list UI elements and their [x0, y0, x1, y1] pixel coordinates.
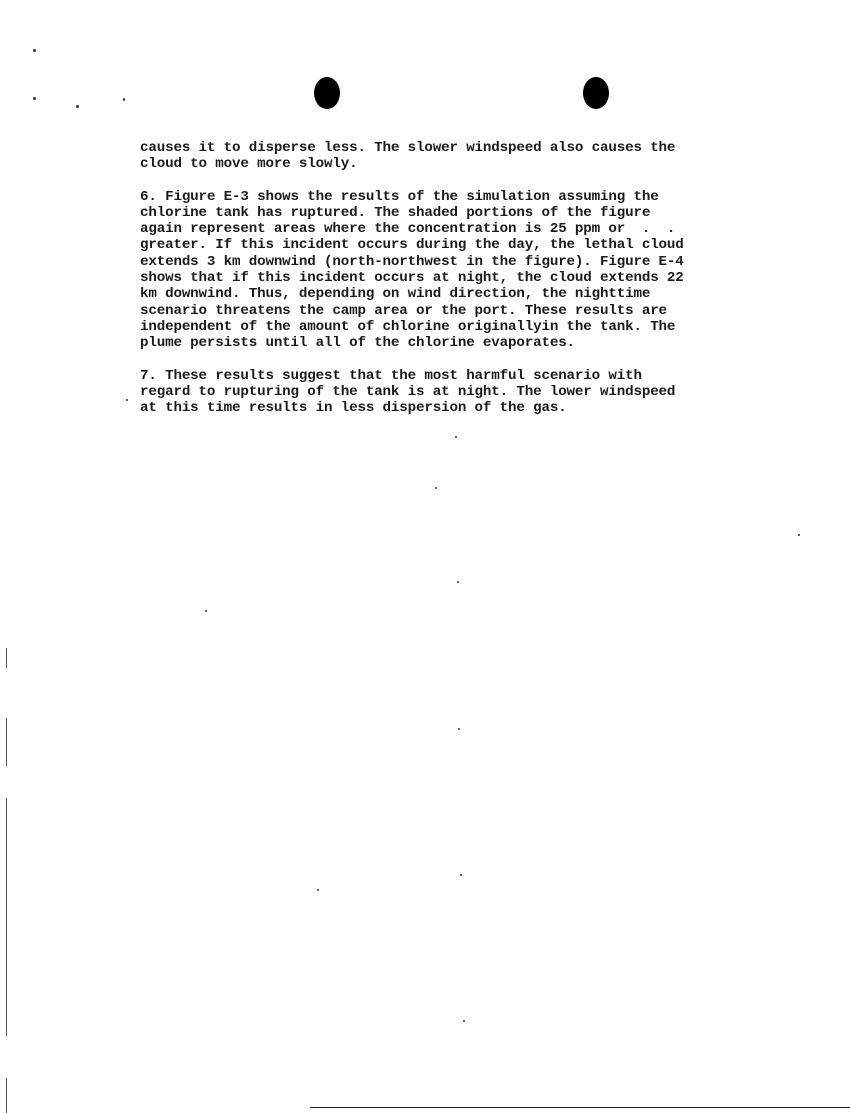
text-line: extends 3 km downwind (north-northwest in the figure). Figure E-4	[140, 253, 684, 270]
scan-speck	[126, 399, 128, 401]
bottom-edge-rule	[310, 1107, 850, 1108]
scan-edge-mark	[6, 1078, 7, 1113]
text-line: shows that if this incident occurs at night, the cloud extends 22	[140, 270, 684, 287]
text-line: again represent areas where the concentration is 25 ppm or . .	[140, 221, 676, 238]
paragraph-item-7	[140, 368, 800, 417]
scan-speck	[76, 105, 79, 108]
text-line: at this time results in less dispersion of the gas.	[140, 400, 567, 417]
text-line: 6. Figure E-3 shows the results of the simulation assuming the	[140, 188, 659, 205]
scan-speck	[457, 581, 459, 583]
scan-edge-mark	[6, 648, 7, 668]
punch-hole-left	[314, 77, 340, 109]
text-line: independent of the amount of chlorine originallyin the tank. The	[140, 318, 676, 335]
text-line: regard to rupturing of the tank is at night. The lower windspeed	[140, 383, 676, 400]
text-line: km downwind. Thus, depending on wind direction, the nighttime	[140, 286, 651, 303]
scan-speck	[458, 728, 460, 730]
scan-speck	[123, 98, 125, 101]
scan-speck	[205, 610, 207, 612]
text-line: chlorine tank has ruptured. The shaded portions of the figure	[140, 204, 651, 221]
text-line: 7. These results suggest that the most harmful scenario with	[140, 367, 642, 384]
scan-speck	[33, 97, 36, 100]
scan-speck	[460, 874, 462, 876]
scan-speck	[798, 534, 800, 536]
body-text	[140, 140, 800, 432]
paragraph-continuation	[140, 140, 800, 173]
scan-speck	[33, 49, 36, 52]
text-line: cloud to move more slowly.	[140, 156, 358, 173]
text-line: greater. If this incident occurs during the day, the lethal cloud	[140, 237, 684, 254]
scan-speck	[455, 436, 457, 438]
punch-hole-right	[583, 77, 609, 109]
scan-speck	[463, 1020, 465, 1022]
paragraph-item-6	[140, 189, 800, 352]
scan-edge-mark	[6, 718, 7, 766]
scan-speck	[317, 889, 319, 891]
text-line: causes it to disperse less. The slower windspeed also causes the	[140, 140, 676, 156]
scan-edge-mark	[6, 798, 7, 1036]
text-line: plume persists until all of the chlorine evaporates.	[140, 335, 575, 352]
scan-speck	[435, 487, 437, 489]
text-line: scenario threatens the camp area or the port. These results are	[140, 302, 667, 319]
